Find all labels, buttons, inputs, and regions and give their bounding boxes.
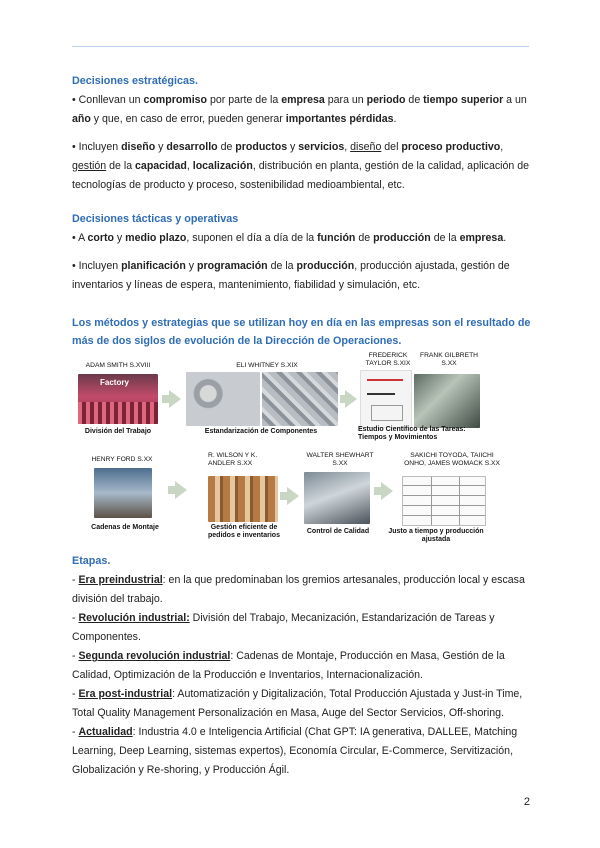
factory-image [78,374,158,424]
paragraph-tactical-1: • A corto y medio plazo, suponen el día a día de la función de producción de la empresa. [72,232,507,244]
jit-table-image [402,476,486,526]
heading-evolution: Los métodos y estrategias que se utilizan hoy en día en las empresas son el resultado de más de dos siglos de evolución de la Dirección de Operaciones. [72,317,531,347]
caption-division-trabajo: División del Trabajo [84,428,152,435]
caption-gestion-pedidos: Gestión eficiente de pedidos e inventarios [208,524,280,539]
factory-logo: Factory [100,378,129,387]
arrow-icon [345,390,357,408]
etapa-item: - Era preindustrial: en la que predominaban los gremios artesanales, producción local y escasa división del trabajo. [72,574,525,605]
quality-control-image [304,472,370,524]
section-strategic [72,72,532,195]
gilbreth-image [414,374,480,428]
label-adam-smith: ADAM SMITH S.XVIII [85,362,151,369]
arrow-icon [175,481,187,499]
caption-estandarizacion: Estandarización de Componentes [204,428,318,435]
caption-justo-a-tiempo: Justo a tiempo y producción ajustada [388,528,484,543]
assembly-line-image [94,468,152,518]
paragraph-strategic-1: • Conllevan un compromiso por parte de la empresa para un periodo de tiempo superior a un año y que, en caso de error, pueden generar importantes pérdidas. [72,94,527,125]
section-tactical [72,210,532,295]
caption-estudio-cientifico: Estudio Científico de las Tareas: Tiempos y Movimientos [358,426,466,441]
label-shewhart: WALTER SHEWHART S.XX [306,452,374,467]
caption-cadenas-montaje: Cadenas de Montaje [91,524,159,531]
evolution-figure [72,352,532,547]
label-eli-whitney: ELI WHITNEY S.XIX [236,362,298,369]
heading-etapas: Etapas. [72,555,111,567]
paragraph-tactical-2: • Incluyen planificación y programación de la producción, producción ajustada, gestión de inventarios y líneas de espera, mantenimiento, fiabilidad y simulación, etc. [72,260,510,291]
etapa-item: - Segunda revolución industrial: Cadenas de Montaje, Producción en Masa, Gestión de la Calidad, Optimización de la Producción e Inventarios, Internacionalización. [72,650,505,681]
heading-strategic: Decisiones estratégicas. [72,75,199,87]
page-number: 2 [523,796,530,808]
paragraph-strategic-2: • Incluyen diseño y desarrollo de productos y servicios, diseño del proceso productivo, gestión de la capacidad, localización, distribución en planta, gestión de la calidad, aplicación de tecnologías de producto y proceso, sostenibilidad medioambiental, etc. [72,141,530,191]
etapa-item: - Era post-industrial: Automatización y Digitalización, Total Producción Ajustada y Just-in Time, Total Quality Management Personalización en Masa, Auge del Sector Servicios, Off-shoring. [72,688,523,719]
caption-control-calidad: Control de Calidad [306,528,370,535]
section-etapas [72,552,532,780]
taylor-diagram-image [360,370,412,428]
label-wilson-andler: R. WILSON Y K. ANDLER S.XX [208,452,258,467]
etapa-item: - Revolución industrial: División del Trabajo, Mecanización, Estandarización de Tareas y Componentes. [72,612,495,643]
header-rule [72,46,529,47]
arrow-icon [381,482,393,500]
arrow-icon [287,487,299,505]
label-taylor: FREDERICK TAYLOR S.XIX [365,352,411,367]
label-gilbreth: FRANK GILBRETH S.XX [420,352,478,367]
components-image-1 [186,372,260,426]
components-image-2 [262,372,338,426]
arrow-icon [169,390,181,408]
etapa-item: - Actualidad: Industria 4.0 e Inteligencia Artificial (Chat GPT: IA generativa, DALLEE, Matching Learning, Deep Learning, sistemas expertos), Economía Circular, E-Commerce, Servitización, Globalización y Re-shoring, y Producción Ágil. [72,726,518,776]
warehouse-image [208,476,278,522]
label-henry-ford: HENRY FORD S.XX [91,456,153,463]
heading-tactical: Decisiones tácticas y operativas [72,213,239,225]
label-toyoda-onho-womack: SAKICHI TOYODA, TAIICHI ONHO, JAMES WOMACK S.XX [404,452,500,467]
